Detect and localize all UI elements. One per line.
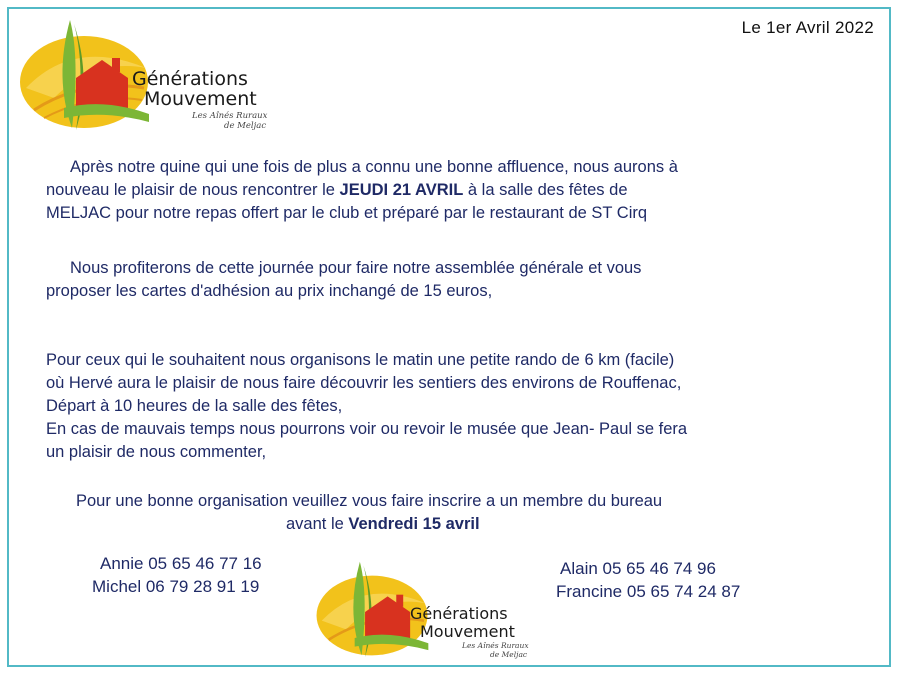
logo-brand-line2: Mouvement bbox=[144, 88, 257, 110]
para4-line2 bbox=[76, 513, 662, 536]
contacts-right bbox=[556, 557, 740, 603]
contact-michel: Michel 06 79 28 91 19 bbox=[92, 577, 260, 596]
contact-francine: Francine 05 65 74 24 87 bbox=[556, 582, 741, 601]
paragraph-rando bbox=[46, 349, 687, 464]
para1-line2a: nouveau le plaisir de nous rencontrer le bbox=[46, 181, 340, 199]
logo-sub-line1: Les Aînés Ruraux bbox=[462, 641, 529, 650]
paragraph-repas bbox=[46, 156, 678, 225]
logo-brand-line1: Générations bbox=[410, 604, 508, 623]
logo-sub-line1: Les Aînés Ruraux bbox=[192, 111, 268, 121]
logo-sub-line2: de Meljac bbox=[490, 650, 528, 659]
para1-line1: Après notre quine qui une fois de plus a connu une bonne affluence, nous aurons à bbox=[70, 158, 678, 176]
event-date: JEUDI 21 AVRIL bbox=[339, 181, 464, 199]
para1-line2 bbox=[46, 179, 678, 202]
paragraph-assemblee bbox=[46, 257, 641, 303]
deadline-date: Vendredi 15 avril bbox=[348, 515, 480, 533]
para3-line5: un plaisir de nous commenter, bbox=[46, 443, 267, 461]
contact-annie: Annie 05 65 46 77 16 bbox=[100, 554, 262, 573]
para2-line2: proposer les cartes d'adhésion au prix inchangé de 15 euros, bbox=[46, 282, 493, 300]
paragraph-inscription bbox=[76, 490, 662, 536]
para3-line2: où Hervé aura le plaisir de nous faire découvrir les sentiers des environs de Rouffenac, bbox=[46, 374, 682, 392]
para2-line1: Nous profiterons de cette journée pour faire notre assemblée générale et vous bbox=[70, 259, 642, 277]
para1-line2c: à la salle des fêtes de bbox=[463, 181, 628, 199]
para3-line1: Pour ceux qui le souhaitent nous organisons le matin une petite rando de 6 km (facile) bbox=[46, 351, 675, 369]
logo-sub-line2: de Meljac bbox=[224, 121, 267, 131]
logo-bottom bbox=[310, 560, 570, 666]
logo-brand-line1: Générations bbox=[132, 68, 248, 90]
logo-brand-line2: Mouvement bbox=[420, 622, 515, 641]
contact-alain: Alain 05 65 46 74 96 bbox=[560, 559, 716, 578]
para3-line3: Départ à 10 heures de la salle des fêtes, bbox=[46, 397, 343, 415]
para3-line4: En cas de mauvais temps nous pourrons voir ou revoir le musée que Jean- Paul se fera bbox=[46, 420, 688, 438]
logo-top bbox=[14, 18, 304, 138]
para1-line3: MELJAC pour notre repas offert par le club et préparé par le restaurant de ST Cirq bbox=[46, 204, 648, 222]
para4-line1: Pour une bonne organisation veuillez vous faire inscrire a un membre du bureau bbox=[76, 492, 663, 510]
contacts-left bbox=[92, 552, 262, 598]
para4-line2a: avant le bbox=[286, 515, 349, 533]
letter-date: Le 1er Avril 2022 bbox=[741, 18, 874, 37]
